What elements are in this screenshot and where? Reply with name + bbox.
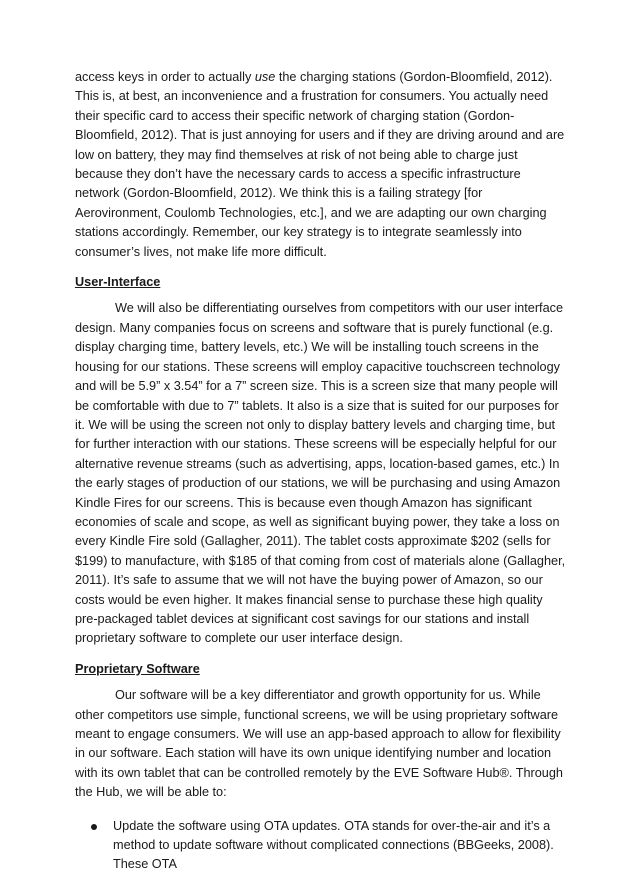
proprietary-software-paragraph: Our software will be a key differentiator and growth opportunity for us. While other competitors use simple, functional screens, we will be using proprietary software meant to engage consumers. We will use an app-based approach to allow for flexibility in our software. Each station will have its own unique identifying number and location with its own tablet that can be controlled remotely by the EVE Software Hub®. Through the Hub, we will be able to: [75,688,563,800]
section-heading-proprietary-software: Proprietary Software [75,661,200,676]
intro-emphasis: use [254,70,276,84]
intro-paragraph [75,68,568,262]
list-item [75,817,568,875]
user-interface-paragraph: We will also be differentiating ourselves from competitors with our user interface design. Many companies focus on screens and software that is purely functional (e.g. display charging time, battery levels, etc.) We will be installing touch screens in the housing for our stations. These screens will employ capacitive touchscreen technology and will be 5.9” x 3.54” for a 7” screen size. This is a screen size that many people will be comfortable with due to 7” tablets. It also is a size that is suited for our purposes for it. We will be using the screen not only to display battery levels and charging time, but for further interaction with our stations. These screens will be especially helpful for our alternative revenue streams (such as advertising, apps, location-based games, etc.) In the early stages of production of our stations, we will be purchasing and using Amazon Kindle Fires for our screens. This is because even though Amazon has significant economies of scale and scope, as well as significant buying power, they take a loss on every Kindle Fire sold (Gallagher, 2011). The tablet costs approximate $202 (sells for $199) to manufacture, with $185 of that coming from cost of materials alone (Gallagher, 2011). It’s safe to assume that we will not have the buying power of Amazon, so our costs would be even higher. It makes financial sense to purchase these high quality pre-packaged tablet devices at significant cost savings for our stations and install proprietary software to complete our user interface design. [75,301,566,646]
hub-capabilities-list [75,817,568,875]
list-item-text: Update the software using OTA updates. OTA stands for over-the-air and it’s a method to update software without complicated connections (BBGeeks, 2008). These OTA [113,818,554,872]
bullet-icon [91,824,97,830]
section-heading-user-interface: User-Interface [75,275,161,290]
intro-text-after: the charging stations (Gordon-Bloomfield, 2012). This is, at best, an inconvenience and a frustration for consumers. You actually need their specific card to access their specific network of charging station (Gordon-Bloomfield, 2012). That is just annoying for users and if they are driving around and are low on battery, they may find themselves at risk of not being able to charge just because they don’t have the necessary cards to access a specific infrastructure network (Gordon-Bloomfield, 2012). We think this is a failing strategy [for Aerovironment, Coulomb Technologies, etc.], and we are adapting our own charging stations accordingly. Remember, our key strategy is to integrate seamlessly into consumer’s lives, not make life more difficult. [75,70,565,259]
intro-text-before: access keys in order to actually [75,70,255,84]
